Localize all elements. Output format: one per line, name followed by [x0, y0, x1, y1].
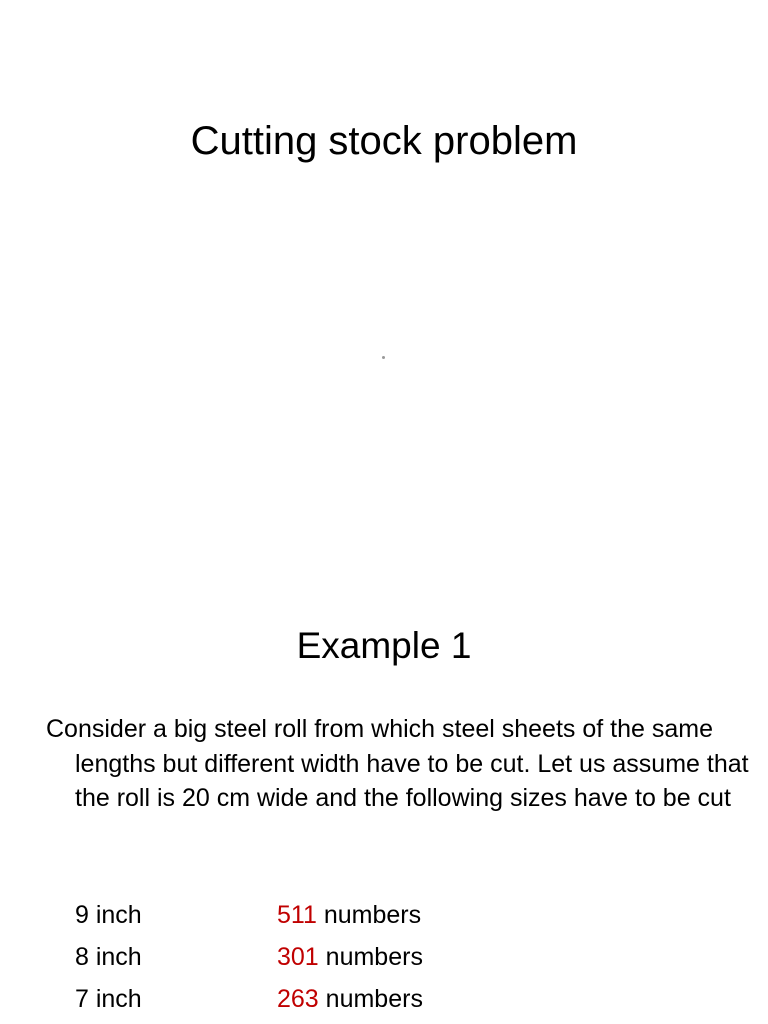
slide-title: Example 1 — [296, 625, 472, 666]
slide-title: Cutting stock problem — [190, 119, 578, 163]
slide-example-1 — [0, 576, 768, 1024]
size-unit: numbers — [323, 901, 422, 929]
placeholder-dot — [382, 356, 385, 359]
size-row — [75, 982, 575, 1024]
size-unit: numbers — [325, 943, 423, 971]
size-width: 9 inch — [75, 901, 142, 929]
size-row — [75, 940, 575, 982]
size-quantity: 263 — [277, 985, 319, 1013]
size-quantity: 301 — [277, 943, 319, 971]
size-width: 7 inch — [75, 985, 142, 1013]
problem-statement: Consider a big steel roll from which steel sheets of the same lengths but different width have to be cut. Let us assume that the roll is 20 cm wide and the following sizes have to be cut — [46, 715, 749, 812]
size-quantity: 511 — [277, 901, 317, 929]
size-unit: numbers — [325, 985, 423, 1013]
size-row — [75, 898, 575, 940]
size-list — [75, 898, 575, 1024]
size-width: 8 inch — [75, 943, 142, 971]
